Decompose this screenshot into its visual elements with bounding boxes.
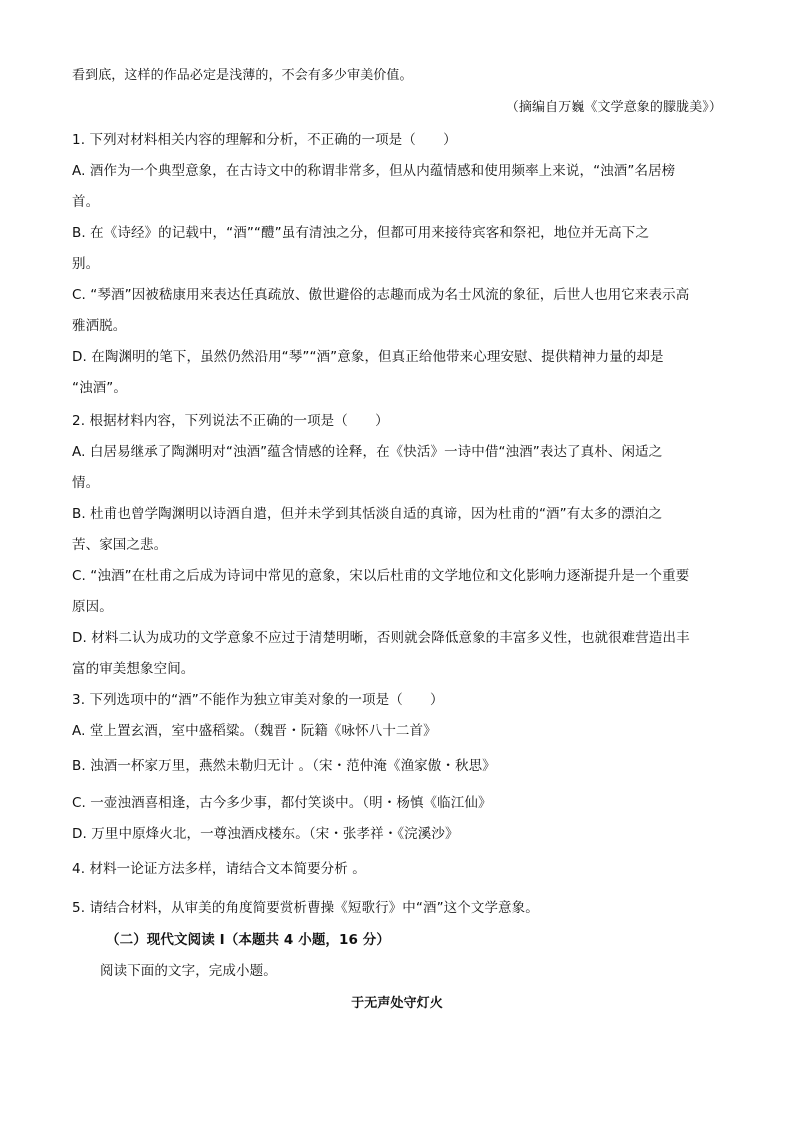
q1-option-c-line-1: C. “琴酒”因被嵇康用来表达任真疏放、傲世避俗的志趣而成为名士风流的象征，后世人也用它来表示高	[72, 287, 690, 303]
source-citation: （摘编自万巍《文学意象的朦胧美》）	[505, 100, 722, 115]
q1-option-a-line-2: 首。	[72, 194, 100, 210]
intro-closing-text: 看到底，这样的作品必定是浅薄的，不会有多少审美价值。	[72, 68, 413, 83]
question-1-stem: 1. 下列对材料相关内容的理解和分析，不正确的一项是（ ）	[72, 132, 457, 148]
q1-option-d-line-1: D. 在陶渊明的笔下，虽然仍然沿用“琴”“酒”意象，但真正给他带来心理安慰、提供精神力量的却是	[72, 349, 664, 365]
question-3-stem: 3. 下列选项中的“酒”不能作为独立审美对象的一项是（ ）	[72, 692, 444, 708]
q1-option-d-line-2: “浊酒”。	[72, 380, 127, 396]
q3-option-c: C. 一壶浊酒喜相逢，古今多少事，都付笑谈中。（明・杨慎《临江仙》	[72, 795, 492, 811]
q2-option-a-line-2: 情。	[72, 475, 100, 491]
section-2-heading: （二）现代文阅读 I（本题共 4 小题，16 分）	[106, 932, 391, 948]
section-2-instruction: 阅读下面的文字，完成小题。	[100, 963, 277, 979]
question-2-stem: 2. 根据材料内容，下列说法不正确的一项是（ ）	[72, 413, 389, 429]
q2-option-b-line-2: 苦、家国之悲。	[72, 537, 168, 553]
q1-option-b-line-2: 别。	[72, 256, 100, 272]
q3-option-d: D. 万里中原烽火北，一尊浊酒戍楼东。（宋・张孝祥・《浣溪沙》	[72, 826, 459, 842]
question-5: 5. 请结合材料，从审美的角度简要赏析曹操《短歌行》中“酒”这个文学意象。	[72, 900, 539, 916]
q2-option-d-line-2: 富的审美想象空间。	[72, 661, 195, 677]
q2-option-d-line-1: D. 材料二认为成功的文学意象不应过于清楚明晰，否则就会降低意象的丰富多义性，也就很难营造出丰	[72, 630, 690, 646]
q2-option-a-line-1: A. 白居易继承了陶渊明对“浊酒”蕴含情感的诠释，在《快活》一诗中借“浊酒”表达了真朴、闲适之	[72, 444, 663, 460]
question-4: 4. 材料一论证方法多样，请结合文本简要分析 。	[72, 861, 366, 877]
q1-option-a-line-1: A. 酒作为一个典型意象，在古诗文中的称谓非常多，但从内蕴情感和使用频率上来说，“浊酒”名居榜	[72, 163, 676, 179]
q2-option-b-line-1: B. 杜甫也曾学陶渊明以诗酒自遣，但并未学到其恬淡自适的真谛，因为杜甫的“酒”有太多的漂泊之	[72, 506, 662, 522]
q3-option-a: A. 堂上置玄酒，室中盛稻粱。（魏晋・阮籍《咏怀八十二首》	[72, 723, 437, 739]
q2-option-c-line-2: 原因。	[72, 599, 113, 615]
q1-option-b-line-1: B. 在《诗经》的记载中，“酒”“醴”虽有清浊之分，但都可用来接待宾客和祭祀，地位并无高下之	[72, 225, 649, 241]
q2-option-c-line-1: C. “浊酒”在杜甫之后成为诗词中常见的意象，宋以后杜甫的文学地位和文化影响力逐渐提升是一个重要	[72, 568, 690, 584]
q3-option-b: B. 浊酒一杯家万里，燕然未勒归无计 。（宋・范仲淹《渔家傲・秋思》	[72, 758, 496, 774]
q1-option-c-line-2: 雅洒脱。	[72, 318, 127, 334]
article-title: 于无声处守灯火	[351, 996, 443, 1011]
